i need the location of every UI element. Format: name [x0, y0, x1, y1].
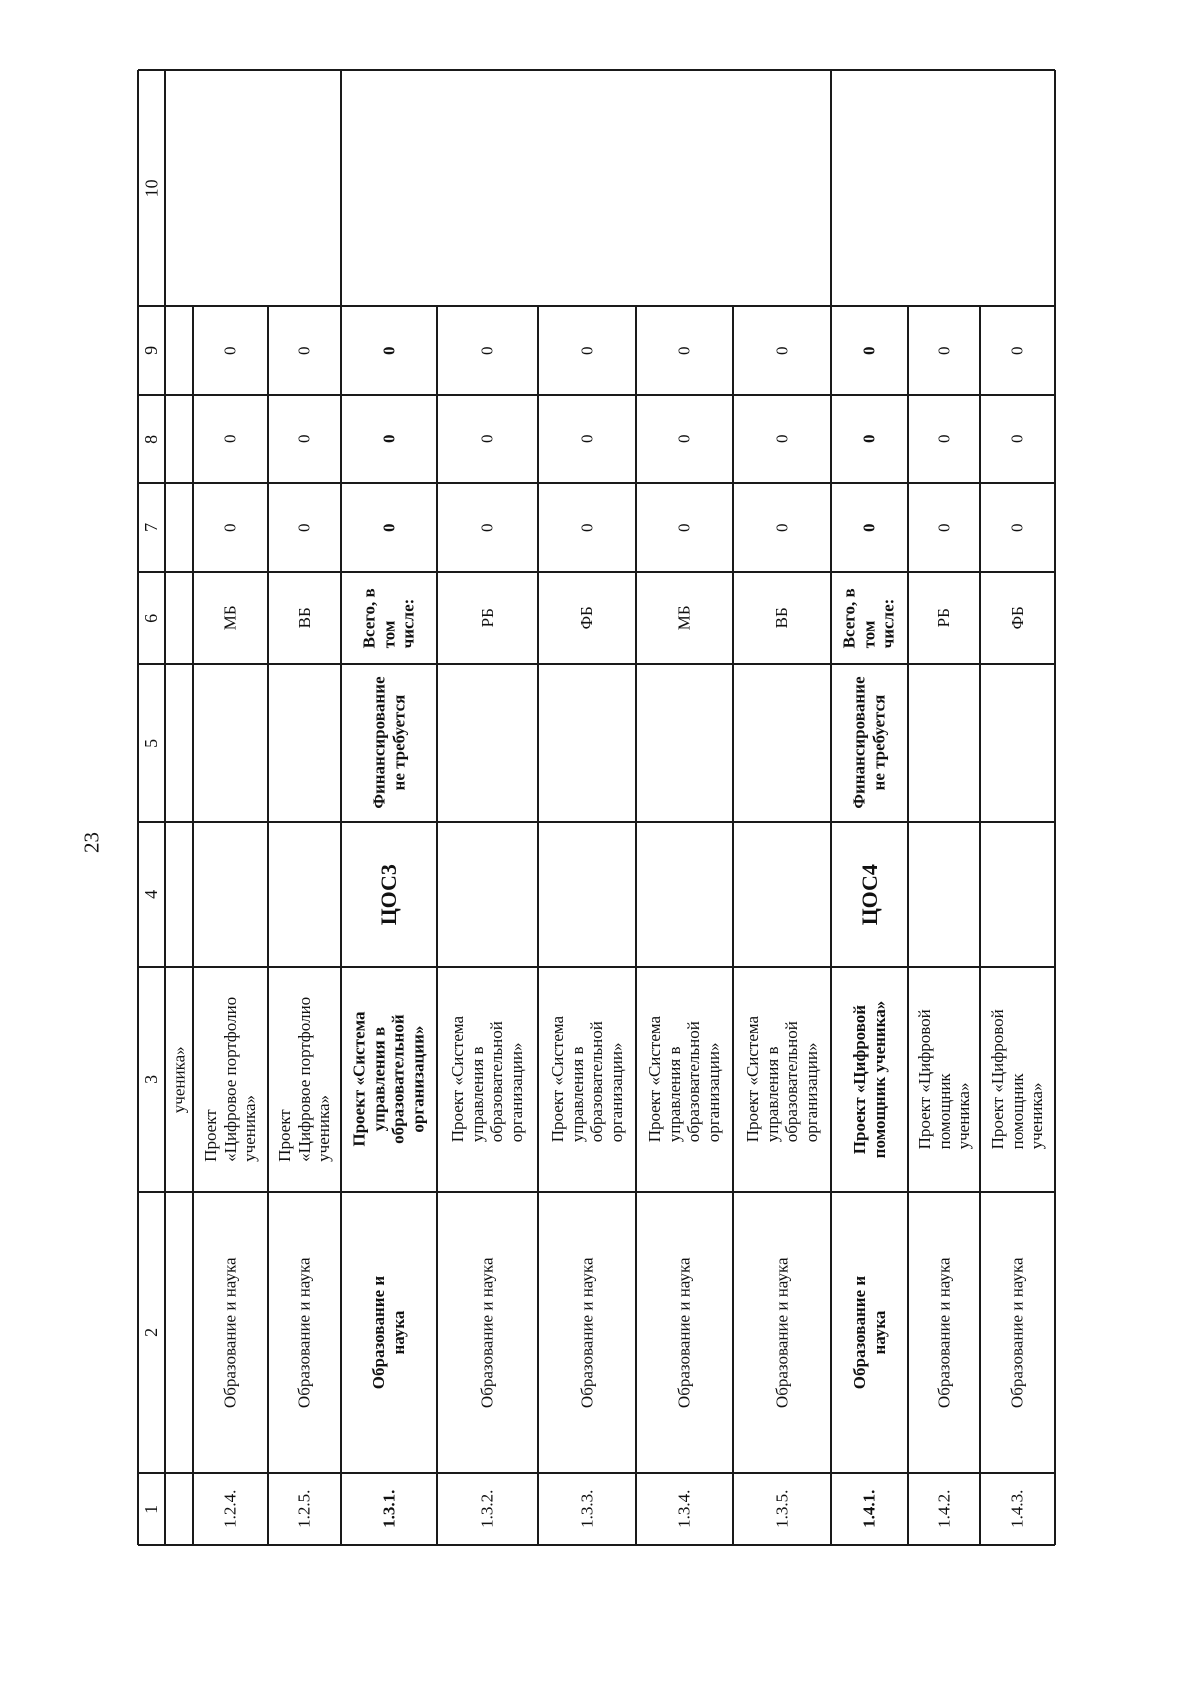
value-col9	[733, 306, 831, 395]
value-col7-text: 0	[674, 523, 694, 532]
project-cell-text: Проект «Цифровое портфолио ученика»	[275, 997, 334, 1162]
source-cell	[831, 572, 908, 664]
project-cell	[636, 967, 733, 1192]
row-number	[980, 1473, 1055, 1545]
field-cell-text: Образование и наука	[849, 1275, 889, 1390]
column-header-3	[138, 967, 165, 1192]
source-cell	[980, 572, 1055, 664]
field-cell	[437, 1192, 538, 1473]
value-col8-text: 0	[772, 434, 792, 444]
project-cell	[538, 967, 636, 1192]
project-cell-text: Проект «Система управления в образовательной организации»	[645, 1016, 724, 1143]
source-cell-text: МБ	[674, 605, 694, 631]
field-cell	[538, 1192, 636, 1473]
value-col9	[831, 306, 908, 395]
column-header-5	[138, 664, 165, 822]
row-number	[636, 1473, 733, 1545]
project-cell	[193, 967, 268, 1192]
source-cell-text: Всего, в том числе:	[359, 587, 418, 649]
source-cell	[341, 572, 437, 664]
value-col7-text: 0	[934, 523, 954, 532]
project-cell-text: Проект «Цифровой помощник ученика»	[849, 1000, 889, 1159]
value-col8-text: 0	[1007, 434, 1027, 444]
field-cell-text: Образование и наука	[477, 1257, 497, 1408]
value-col7	[908, 483, 980, 572]
value-col7-text: 0	[379, 523, 399, 532]
field-cell	[268, 1192, 341, 1473]
project-cell	[980, 967, 1055, 1192]
row-number-text: 1.3.1.	[379, 1489, 399, 1529]
value-col9	[193, 306, 268, 395]
value-col9-text: 0	[859, 346, 879, 355]
value-col8-text: 0	[379, 434, 399, 444]
column-header-7	[138, 483, 165, 572]
row-number-text: 1.4.1.	[859, 1489, 879, 1529]
project-cell	[341, 967, 437, 1192]
source-cell	[733, 572, 831, 664]
column-header-9-text: 9	[141, 346, 162, 355]
source-cell	[636, 572, 733, 664]
value-col9-text: 0	[674, 346, 694, 355]
project-cell-text: Проект «Система управления в образовательной организации»	[742, 1016, 821, 1143]
project-cell	[733, 967, 831, 1192]
column-header-2-text: 2	[141, 1328, 162, 1337]
source-cell	[268, 572, 341, 664]
value-col7	[193, 483, 268, 572]
funding-cell-text: Финансирование не требуется	[369, 676, 408, 810]
column-header-4-text: 4	[141, 890, 162, 899]
value-col9	[341, 306, 437, 395]
row-number-text: 1.3.3.	[577, 1489, 597, 1529]
value-col9-text: 0	[294, 346, 314, 355]
value-col9	[538, 306, 636, 395]
source-cell-text: РБ	[477, 608, 497, 628]
source-cell	[193, 572, 268, 664]
value-col8-text: 0	[577, 434, 597, 444]
value-col8-text: 0	[859, 434, 879, 444]
field-cell	[193, 1192, 268, 1473]
value-col9-text: 0	[772, 346, 792, 355]
column-header-10	[138, 70, 165, 306]
value-col9	[268, 306, 341, 395]
field-cell-text: Образование и наука	[772, 1257, 792, 1408]
value-col9-text: 0	[477, 346, 497, 355]
project-cell-text: Проект «Система управления в образовательной организации»	[349, 1011, 428, 1148]
field-cell	[908, 1192, 980, 1473]
source-cell-text: Всего, в том числе:	[840, 587, 899, 649]
column-header-10-text: 10	[141, 179, 162, 197]
value-col7	[437, 483, 538, 572]
project-cell-text: Проект «Цифровой помощник ученика»	[914, 1009, 973, 1150]
value-col7-text: 0	[772, 523, 792, 532]
value-col7	[980, 483, 1055, 572]
field-cell-text: Образование и наука	[1007, 1257, 1027, 1408]
value-col7-text: 0	[294, 523, 314, 532]
source-cell-text: МБ	[220, 605, 240, 631]
value-col7	[636, 483, 733, 572]
funding-cell-text: Финансирование не требуется	[849, 676, 889, 810]
field-cell-text: Образование и наука	[294, 1257, 314, 1408]
value-col8	[636, 395, 733, 483]
value-col8	[733, 395, 831, 483]
value-col7-text: 0	[577, 523, 597, 532]
row-number	[193, 1473, 268, 1545]
row-number-text: 1.3.2.	[477, 1489, 497, 1529]
column-header-1-text: 1	[141, 1504, 162, 1514]
source-cell-text: ВБ	[294, 607, 314, 629]
field-cell	[733, 1192, 831, 1473]
row-number-text: 1.2.4.	[220, 1489, 240, 1529]
column-header-8-text: 8	[141, 434, 162, 444]
source-cell-text: ФБ	[577, 606, 597, 630]
row-number	[908, 1473, 980, 1545]
project-cell-text: Проект «Цифровой помощник ученика»	[988, 1009, 1047, 1150]
row-number-text: 1.3.5.	[772, 1489, 792, 1529]
field-cell-text: Образование и наука	[369, 1275, 409, 1390]
funding-cell	[341, 664, 437, 822]
value-col8	[437, 395, 538, 483]
column-header-4	[138, 822, 165, 967]
value-col9	[636, 306, 733, 395]
value-col8	[538, 395, 636, 483]
value-col7	[268, 483, 341, 572]
value-col9-text: 0	[220, 346, 240, 355]
value-col8	[268, 395, 341, 483]
field-cell	[831, 1192, 908, 1473]
row-number	[437, 1473, 538, 1545]
value-col7-text: 0	[477, 523, 497, 532]
value-col7	[538, 483, 636, 572]
row-number-text: 1.4.3.	[1007, 1489, 1027, 1529]
row-number	[831, 1473, 908, 1545]
field-cell	[341, 1192, 437, 1473]
field-cell	[980, 1192, 1055, 1473]
field-cell-text: Образование и наука	[674, 1257, 694, 1408]
row-number-text: 1.4.2.	[934, 1489, 954, 1529]
value-col8	[908, 395, 980, 483]
column-header-6-text: 6	[141, 613, 162, 623]
source-cell-text: РБ	[934, 608, 954, 628]
value-col7-text: 0	[859, 523, 879, 532]
code-cell	[831, 822, 908, 967]
value-col8	[341, 395, 437, 483]
project-cell-text: Проект «Система управления в образовательной организации»	[547, 1016, 626, 1143]
value-col9-text: 0	[934, 346, 954, 355]
column-header-6	[138, 572, 165, 664]
value-col9	[437, 306, 538, 395]
column-header-5-text: 5	[141, 738, 162, 748]
value-col8-text: 0	[477, 434, 497, 444]
value-col7	[831, 483, 908, 572]
project-cell	[268, 967, 341, 1192]
source-cell-text: ФБ	[1007, 606, 1027, 630]
field-cell-text: Образование и наука	[220, 1257, 240, 1408]
value-col7-text: 0	[220, 523, 240, 532]
column-header-9	[138, 306, 165, 395]
code-cell	[341, 822, 437, 967]
continuation-text	[165, 967, 193, 1192]
value-col9	[908, 306, 980, 395]
row-number	[538, 1473, 636, 1545]
row-number	[341, 1473, 437, 1545]
continuation-text-text: ученика»	[169, 1046, 189, 1113]
column-header-3-text: 3	[141, 1075, 162, 1084]
row-number	[268, 1473, 341, 1545]
value-col9-text: 0	[577, 346, 597, 355]
column-header-2	[138, 1192, 165, 1473]
value-col8-text: 0	[294, 434, 314, 444]
column-header-7-text: 7	[141, 523, 162, 532]
source-cell-text: ВБ	[772, 607, 792, 629]
value-col9-text: 0	[379, 346, 399, 355]
code-cell-text: ЦОС4	[856, 863, 882, 926]
row-number-text: 1.2.5.	[294, 1489, 314, 1529]
value-col8	[831, 395, 908, 483]
project-cell	[831, 967, 908, 1192]
value-col9	[980, 306, 1055, 395]
value-col9-text: 0	[1007, 346, 1027, 355]
code-cell-text: ЦОС3	[376, 863, 402, 926]
project-cell-text: Проект «Система управления в образовательной организации»	[448, 1016, 527, 1143]
value-col8	[193, 395, 268, 483]
value-col8-text: 0	[674, 434, 694, 444]
row-number-text: 1.3.4.	[674, 1489, 694, 1529]
value-col7	[733, 483, 831, 572]
value-col8-text: 0	[220, 434, 240, 444]
value-col7	[341, 483, 437, 572]
source-cell	[908, 572, 980, 664]
row-number	[733, 1473, 831, 1545]
project-cell	[908, 967, 980, 1192]
field-cell-text: Образование и наука	[577, 1257, 597, 1408]
value-col8	[980, 395, 1055, 483]
page-number: 23	[79, 832, 104, 853]
project-cell-text: Проект «Цифровое портфолио ученика»	[201, 997, 260, 1162]
source-cell	[437, 572, 538, 664]
funding-cell	[831, 664, 908, 822]
value-col7-text: 0	[1007, 523, 1027, 532]
column-header-8	[138, 395, 165, 483]
column-header-1	[138, 1473, 165, 1545]
project-cell	[437, 967, 538, 1192]
source-cell	[538, 572, 636, 664]
field-cell-text: Образование и наука	[934, 1257, 954, 1408]
field-cell	[636, 1192, 733, 1473]
value-col8-text: 0	[934, 434, 954, 444]
